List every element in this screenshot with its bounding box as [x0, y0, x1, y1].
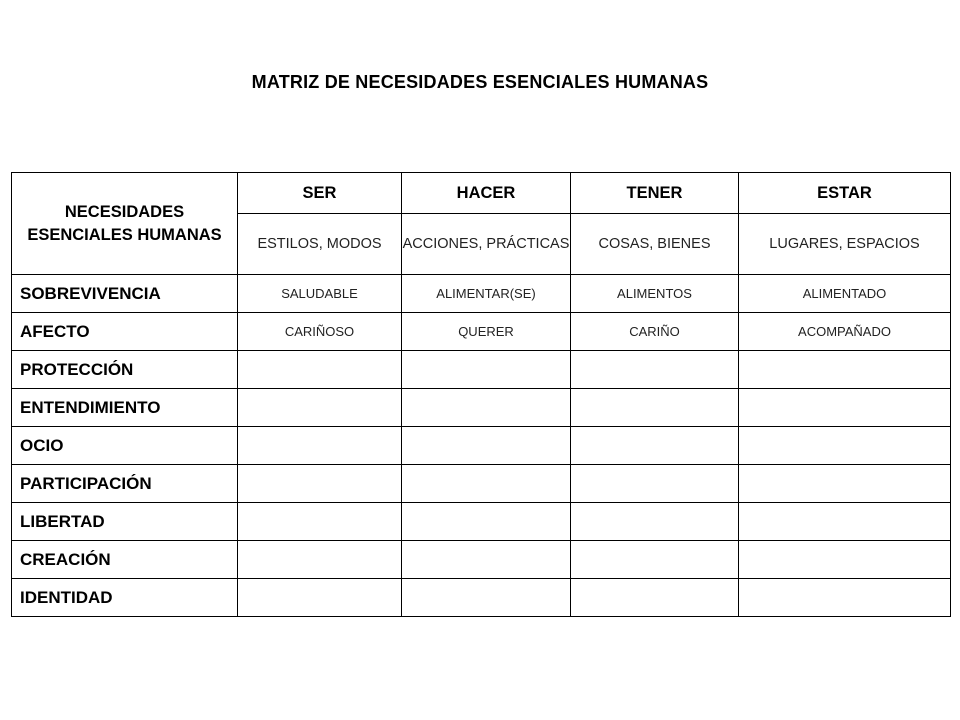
table-cell: [402, 541, 571, 579]
need-label: PROTECCIÓN: [12, 351, 238, 389]
column-header-estar: ESTAR: [739, 173, 951, 214]
column-subtitle-ser: ESTILOS, MODOS: [238, 214, 402, 275]
need-label: ENTENDIMIENTO: [12, 389, 238, 427]
need-label: OCIO: [12, 427, 238, 465]
table-cell: [238, 389, 402, 427]
table-row: [12, 503, 951, 541]
table-cell: [571, 503, 739, 541]
table-cell: [739, 465, 951, 503]
table-row: [12, 427, 951, 465]
table-cell: ACOMPAÑADO: [739, 313, 951, 351]
table-cell: [571, 427, 739, 465]
table-cell: [571, 351, 739, 389]
need-label: IDENTIDAD: [12, 579, 238, 617]
table-cell: CARIÑO: [571, 313, 739, 351]
table-cell: [739, 503, 951, 541]
table-row: [12, 579, 951, 617]
table-cell: [238, 427, 402, 465]
table-cell: ALIMENTAR(SE): [402, 275, 571, 313]
table-row: [12, 275, 951, 313]
table-cell: [238, 465, 402, 503]
header-row: [12, 173, 951, 214]
table-row: [12, 465, 951, 503]
table-row: [12, 389, 951, 427]
table-cell: ALIMENTOS: [571, 275, 739, 313]
need-label: SOBREVIVENCIA: [12, 275, 238, 313]
needs-matrix-table: [11, 172, 951, 617]
table-cell: [571, 465, 739, 503]
table-cell: [571, 389, 739, 427]
table-cell: [402, 427, 571, 465]
table-cell: QUERER: [402, 313, 571, 351]
table-cell: [238, 541, 402, 579]
table-cell: [402, 503, 571, 541]
page-title: MATRIZ DE NECESIDADES ESENCIALES HUMANAS: [251, 72, 709, 92]
need-label: PARTICIPACIÓN: [12, 465, 238, 503]
table-cell: [238, 351, 402, 389]
table-cell: [238, 503, 402, 541]
table-cell: CARIÑOSO: [238, 313, 402, 351]
column-header-ser: SER: [238, 173, 402, 214]
need-label: CREACIÓN: [12, 541, 238, 579]
table-cell: [571, 541, 739, 579]
need-label: AFECTO: [12, 313, 238, 351]
table-cell: [402, 579, 571, 617]
table-cell: [402, 465, 571, 503]
table-row: [12, 541, 951, 579]
table-cell: [739, 351, 951, 389]
table-cell: [402, 351, 571, 389]
column-subtitle-hacer: ACCIONES, PRÁCTICAS: [402, 214, 571, 275]
column-header-hacer: HACER: [402, 173, 571, 214]
column-header-tener: TENER: [571, 173, 739, 214]
table-cell: [739, 579, 951, 617]
table-cell: [402, 389, 571, 427]
table-cell: ALIMENTADO: [739, 275, 951, 313]
table-cell: [571, 579, 739, 617]
need-label: LIBERTAD: [12, 503, 238, 541]
table-row: [12, 313, 951, 351]
corner-header: NECESIDADES ESENCIALES HUMANAS: [12, 173, 238, 275]
table-row: [12, 351, 951, 389]
column-subtitle-estar: LUGARES, ESPACIOS: [739, 214, 951, 275]
table-cell: [739, 541, 951, 579]
table-cell: [238, 579, 402, 617]
table-cell: [739, 427, 951, 465]
table-cell: [739, 389, 951, 427]
column-subtitle-tener: COSAS, BIENES: [571, 214, 739, 275]
table-cell: SALUDABLE: [238, 275, 402, 313]
